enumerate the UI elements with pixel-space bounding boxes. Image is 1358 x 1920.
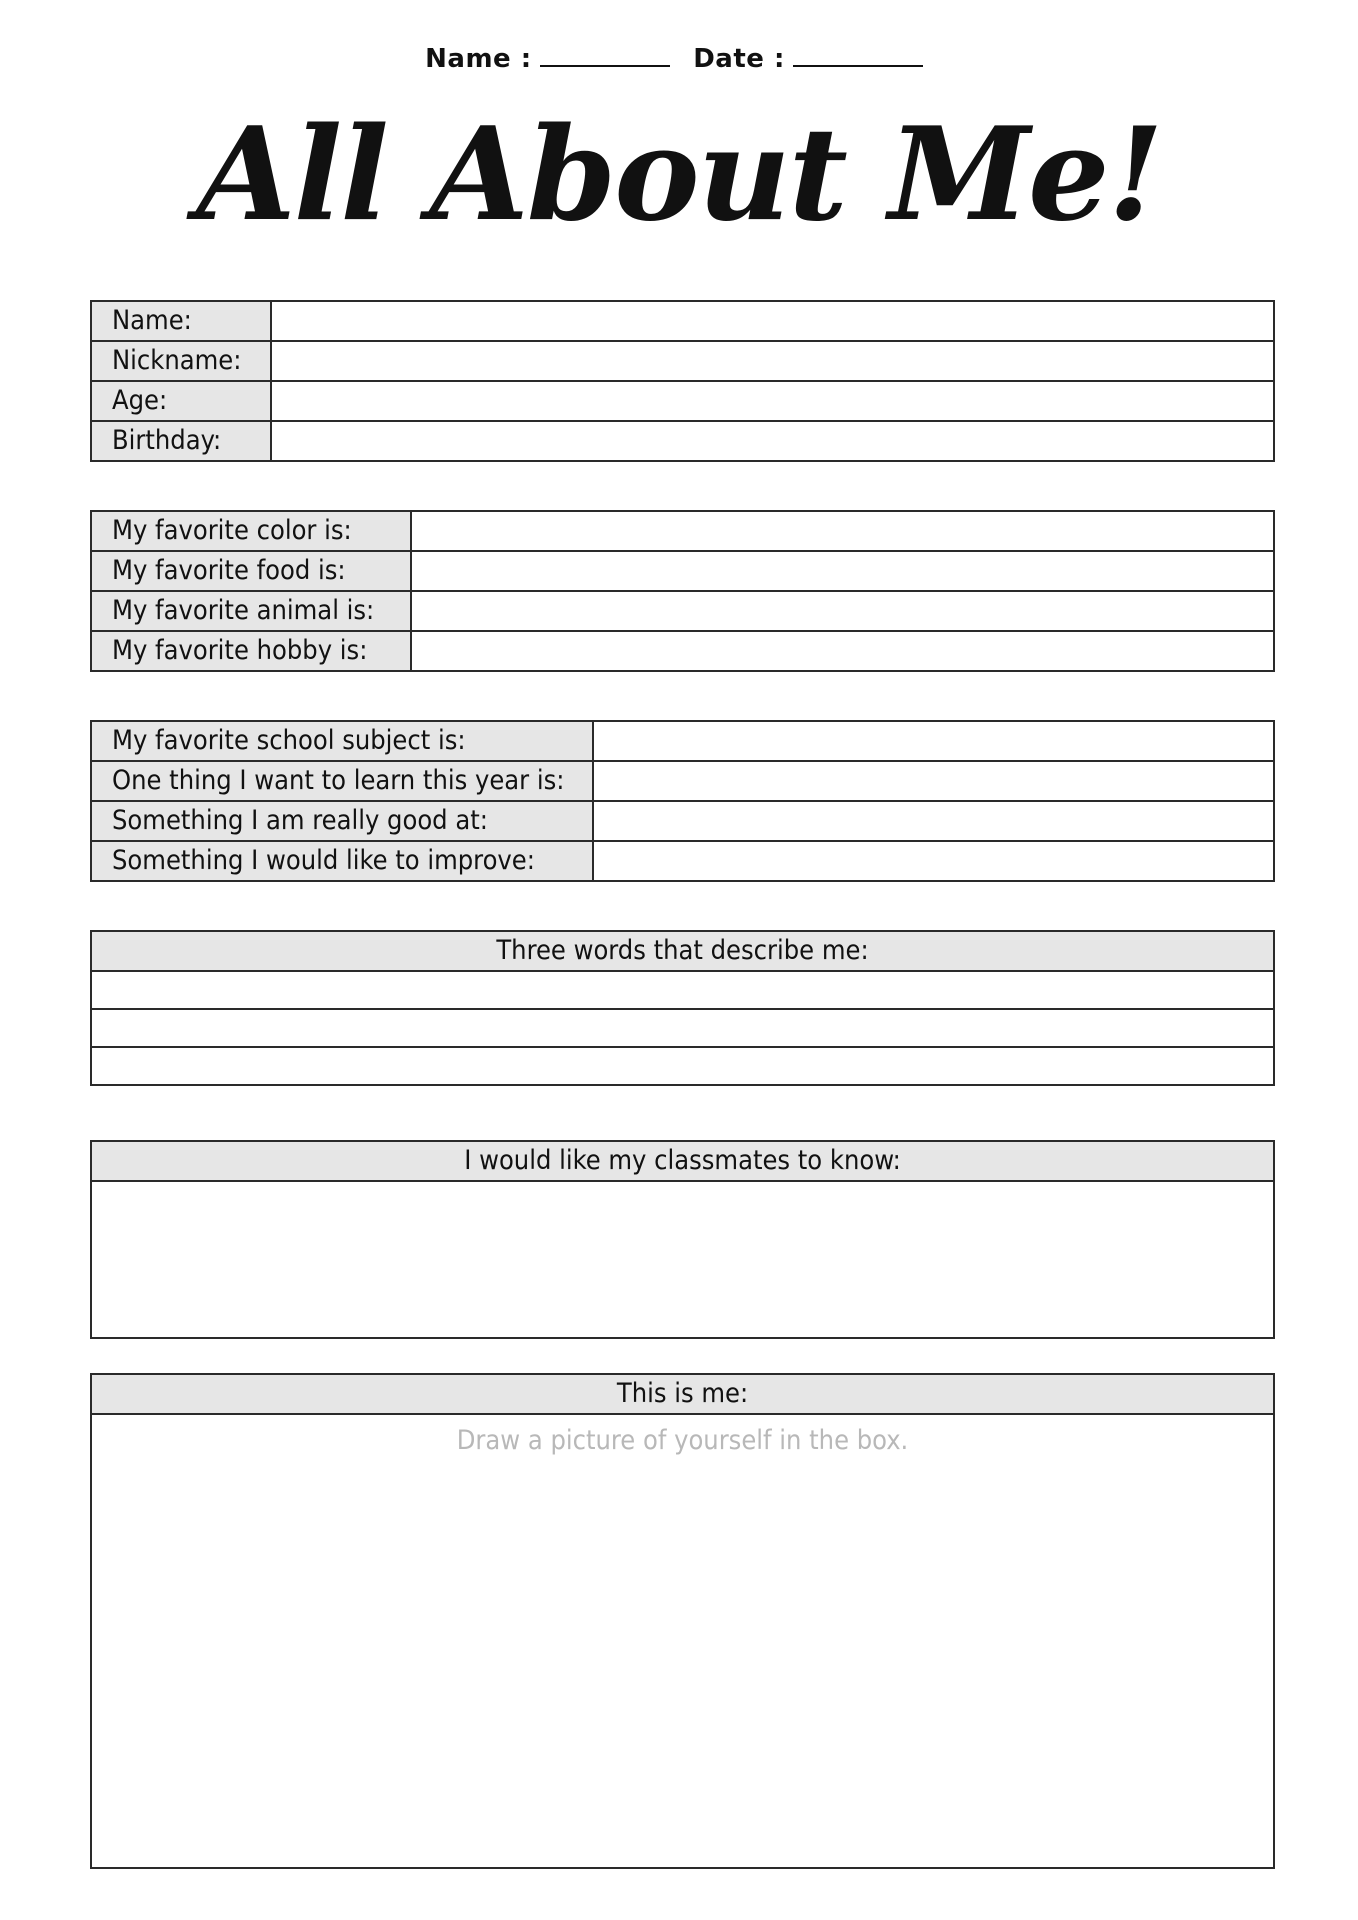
row-label: My favorite hobby is:: [91, 631, 411, 671]
answer-field[interactable]: [271, 341, 1274, 381]
favorites-table: [90, 510, 1275, 672]
header-date-blank[interactable]: [793, 45, 923, 67]
page-title: All About Me!: [196, 100, 1162, 250]
row-label: Birthday:: [91, 421, 271, 461]
row-label: Age:: [91, 381, 271, 421]
row-label: My favorite animal is:: [91, 591, 411, 631]
answer-field[interactable]: [411, 631, 1274, 671]
school-table: [90, 720, 1275, 882]
personal-info-table: [90, 300, 1275, 462]
header-name-date: [0, 44, 1358, 74]
answer-field[interactable]: [411, 511, 1274, 551]
answer-field[interactable]: [91, 1009, 1274, 1047]
answer-field[interactable]: [411, 591, 1274, 631]
three-words-table: [90, 930, 1275, 1086]
table-row: [91, 421, 1274, 461]
answer-area[interactable]: [91, 1181, 1274, 1338]
row-label: Something I am really good at:: [91, 801, 593, 841]
answer-field[interactable]: [91, 971, 1274, 1009]
table-row: [91, 591, 1274, 631]
table-row: [91, 1047, 1274, 1085]
row-label: My favorite food is:: [91, 551, 411, 591]
answer-field[interactable]: [91, 1047, 1274, 1085]
answer-field[interactable]: [593, 721, 1274, 761]
table-row: [91, 551, 1274, 591]
section-heading: This is me:: [91, 1374, 1274, 1414]
header-name-label: Name :: [425, 44, 532, 74]
answer-field[interactable]: [411, 551, 1274, 591]
answer-field[interactable]: [271, 381, 1274, 421]
table-row: [91, 1374, 1274, 1414]
table-row: [91, 841, 1274, 881]
table-row: [91, 971, 1274, 1009]
table-row: [91, 511, 1274, 551]
header-date-label: Date :: [693, 44, 785, 74]
row-label: My favorite color is:: [91, 511, 411, 551]
row-label: My favorite school subject is:: [91, 721, 593, 761]
section-heading: Three words that describe me:: [91, 931, 1274, 971]
answer-field[interactable]: [593, 801, 1274, 841]
table-row: [91, 381, 1274, 421]
table-row: [91, 721, 1274, 761]
table-row: [91, 801, 1274, 841]
answer-field[interactable]: [593, 761, 1274, 801]
table-row: [91, 931, 1274, 971]
table-row: [91, 1414, 1274, 1868]
drawing-instruction: Draw a picture of yourself in the box.: [456, 1425, 909, 1456]
header-name-blank[interactable]: [540, 45, 670, 67]
answer-field[interactable]: [593, 841, 1274, 881]
table-row: [91, 631, 1274, 671]
row-label: Something I would like to improve:: [91, 841, 593, 881]
table-row: [91, 301, 1274, 341]
answer-field[interactable]: [271, 421, 1274, 461]
row-label: Name:: [91, 301, 271, 341]
classmates-table: [90, 1140, 1275, 1339]
section-heading: I would like my classmates to know:: [91, 1141, 1274, 1181]
drawing-area[interactable]: [91, 1414, 1274, 1868]
this-is-me-table: [90, 1373, 1275, 1869]
row-label: One thing I want to learn this year is:: [91, 761, 593, 801]
table-row: [91, 1141, 1274, 1181]
table-row: [91, 341, 1274, 381]
table-row: [91, 1009, 1274, 1047]
table-row: [91, 761, 1274, 801]
row-label: Nickname:: [91, 341, 271, 381]
table-row: [91, 1181, 1274, 1338]
answer-field[interactable]: [271, 301, 1274, 341]
